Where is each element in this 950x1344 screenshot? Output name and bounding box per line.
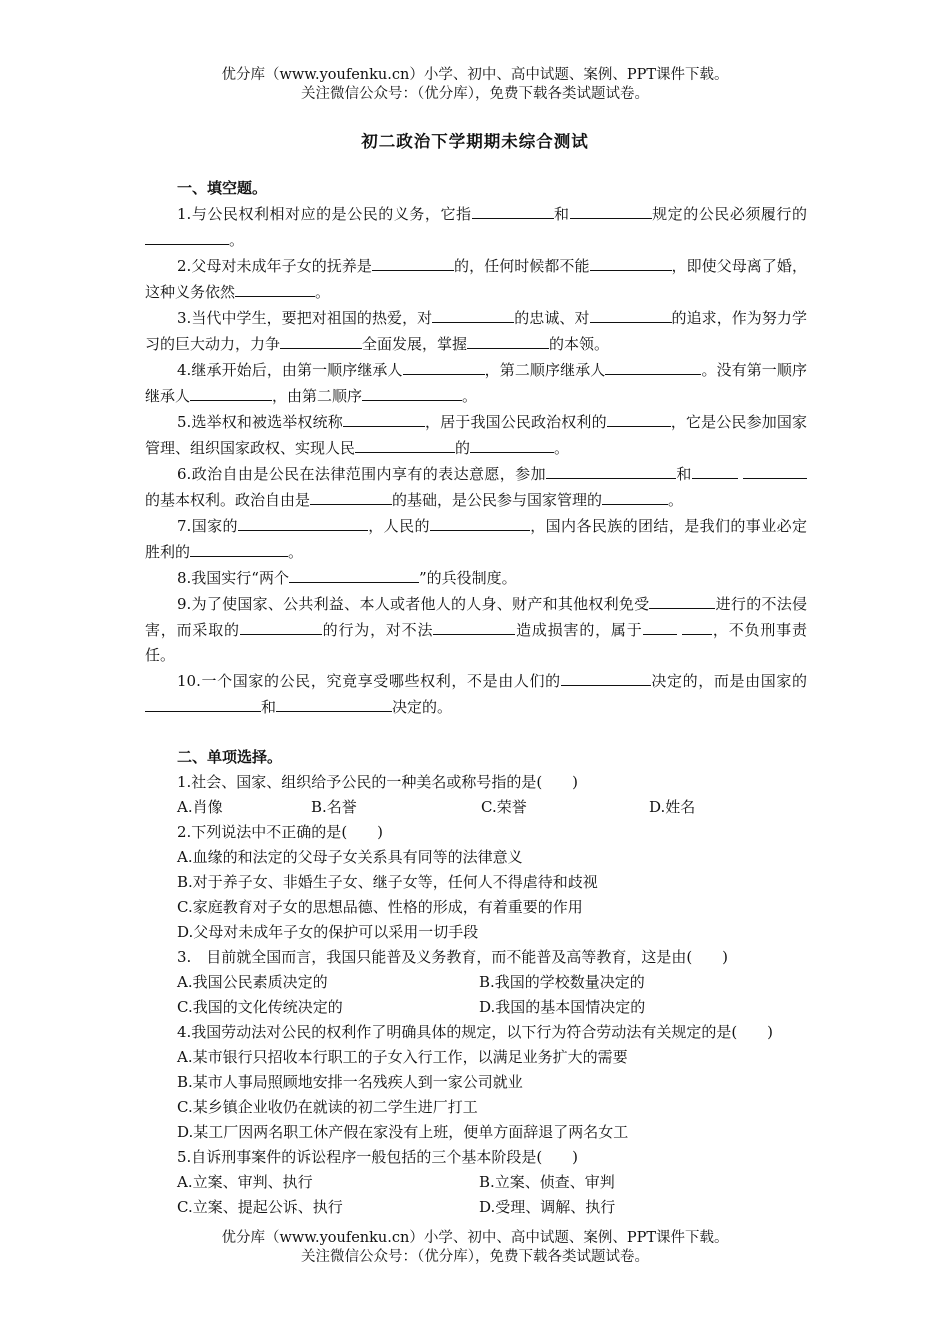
option-d: D.受理、调解、执行 <box>479 1198 616 1216</box>
page-header <box>0 66 950 104</box>
option-c: C.家庭教育对子女的思想品德、性格的形成，有着重要的作用 <box>177 898 583 916</box>
choice-question-5: 5.自诉刑事案件的诉讼程序一般包括的三个基本阶段是( ) <box>177 1148 579 1166</box>
footer-line-1: 优分库（www.youfenku.cn）小学、初中、高中试题、案例、PPT课件下载。 <box>221 1230 729 1246</box>
footer-line-2: 关注微信公众号：（优分库），免费下载各类试题试卷。 <box>301 1249 649 1265</box>
option-c: C.某乡镇企业收仍在就读的初二学生进厂打工 <box>177 1098 478 1116</box>
choice-question-2: 2.下列说法中不正确的是( ) <box>177 823 384 841</box>
option-c: C.立案、提起公诉、执行 <box>177 1198 343 1216</box>
choice-question-4: 4.我国劳动法对公民的权利作了明确具体的规定，以下行为符合劳动法有关规定的是( ) <box>177 1023 774 1041</box>
choice-options-3-row-1 <box>177 970 807 995</box>
option-b: B.我国的学校数量决定的 <box>479 973 645 991</box>
choice-question-3: 3. 目前就全国而言，我国只能普及义务教育，而不能普及高等教育，这是由( ) <box>177 948 729 966</box>
choice-options-3-row-2 <box>177 995 807 1020</box>
document-title: 初二政治下学期期未综合测试 <box>361 132 589 151</box>
choice-question-1: 1.社会、国家、组织给予公民的一种美名或称号指的是( ) <box>177 773 579 791</box>
option-d: D.某工厂因两名职工休产假在家没有上班，便单方面辞退了两名女工 <box>177 1123 629 1141</box>
option-a: A.我国公民素质决定的 <box>177 973 328 991</box>
section-2-heading: 二、单项选择。 <box>177 748 283 766</box>
option-a: A.血缘的和法定的父母子女关系具有同等的法律意义 <box>177 848 523 866</box>
choice-options-5-row-1 <box>177 1170 807 1195</box>
fill-question-6: 6.政治自由是公民在法律范围内享有的表达意愿，参加 和 的基本权利。政治自由是 的基础，是公民参与国家管理的 。 <box>145 461 807 513</box>
page-footer <box>0 1229 950 1267</box>
option-d: D.父母对未成年子女的保护可以采用一切手段 <box>177 923 479 941</box>
section-1-heading: 一、填空题。 <box>177 179 268 197</box>
option-a: A.某市银行只招收本行职工的子女入行工作，以满足业务扩大的需要 <box>177 1048 628 1066</box>
option-c: C.荣誉 <box>481 798 527 816</box>
fill-question-9: 9.为了使国家、公共利益、本人或者他人的人身、财产和其他权利免受 进行的不法侵害，而采取的 的行为，对不法 造成损害的，属于 ，不负刑事责任。 <box>145 591 807 668</box>
fill-question-1: 1.与公民权利相对应的是公民的义务，它指 和 规定的公民必须履行的。 <box>145 201 807 253</box>
option-a: A.立案、审判、执行 <box>177 1173 313 1191</box>
choice-options-5-row-2 <box>177 1195 807 1220</box>
option-a: A.肖像 <box>177 798 223 816</box>
fill-question-8: 8.我国实行“两个 ”的兵役制度。 <box>145 565 807 591</box>
fill-question-2: 2.父母对未成年子女的抚养是 的，任何时候都不能 ，即使父母离了婚，这种义务依然 。 <box>145 253 807 305</box>
option-c: C.我国的文化传统决定的 <box>177 998 343 1016</box>
fill-question-10: 10.一个国家的公民，究竟享受哪些权利，不是由人们的 决定的，而是由国家的和 决定的。 <box>145 668 807 720</box>
option-b: B.某市人事局照顾地安排一名残疾人到一家公司就业 <box>177 1073 523 1091</box>
fill-question-7: 7.国家的 ，人民的 ，国内各民族的团结，是我们的事业必定胜利的 。 <box>145 513 807 565</box>
document-body <box>145 176 807 1220</box>
option-b: B.对于养子女、非婚生子女、继子女等，任何人不得虐待和歧视 <box>177 873 598 891</box>
header-line-1: 优分库（www.youfenku.cn）小学、初中、高中试题、案例、PPT课件下载。 <box>221 67 729 83</box>
fill-question-4: 4.继承开始后，由第一顺序继承人 ，第二顺序继承人 。没有第一顺序继承人 ，由第二顺序 。 <box>145 357 807 409</box>
header-line-2: 关注微信公众号：（优分库），免费下载各类试题试卷。 <box>301 86 649 102</box>
fill-question-5: 5.选举权和被选举权统称 ，居于我国公民政治权利的 ，它是公民参加国家管理、组织国家政权、实现人民 的 。 <box>145 409 807 461</box>
option-d: D.我国的基本国情决定的 <box>479 998 646 1016</box>
option-b: B.立案、侦查、审判 <box>479 1173 615 1191</box>
option-d: D.姓名 <box>649 798 696 816</box>
choice-options-1 <box>177 795 807 820</box>
option-b: B.名誉 <box>311 798 357 816</box>
fill-question-3: 3.当代中学生，要把对祖国的热爱，对 的忠诚、对 的追求，作为努力学习的巨大动力，力争 全面发展，掌握 的本领。 <box>145 305 807 357</box>
